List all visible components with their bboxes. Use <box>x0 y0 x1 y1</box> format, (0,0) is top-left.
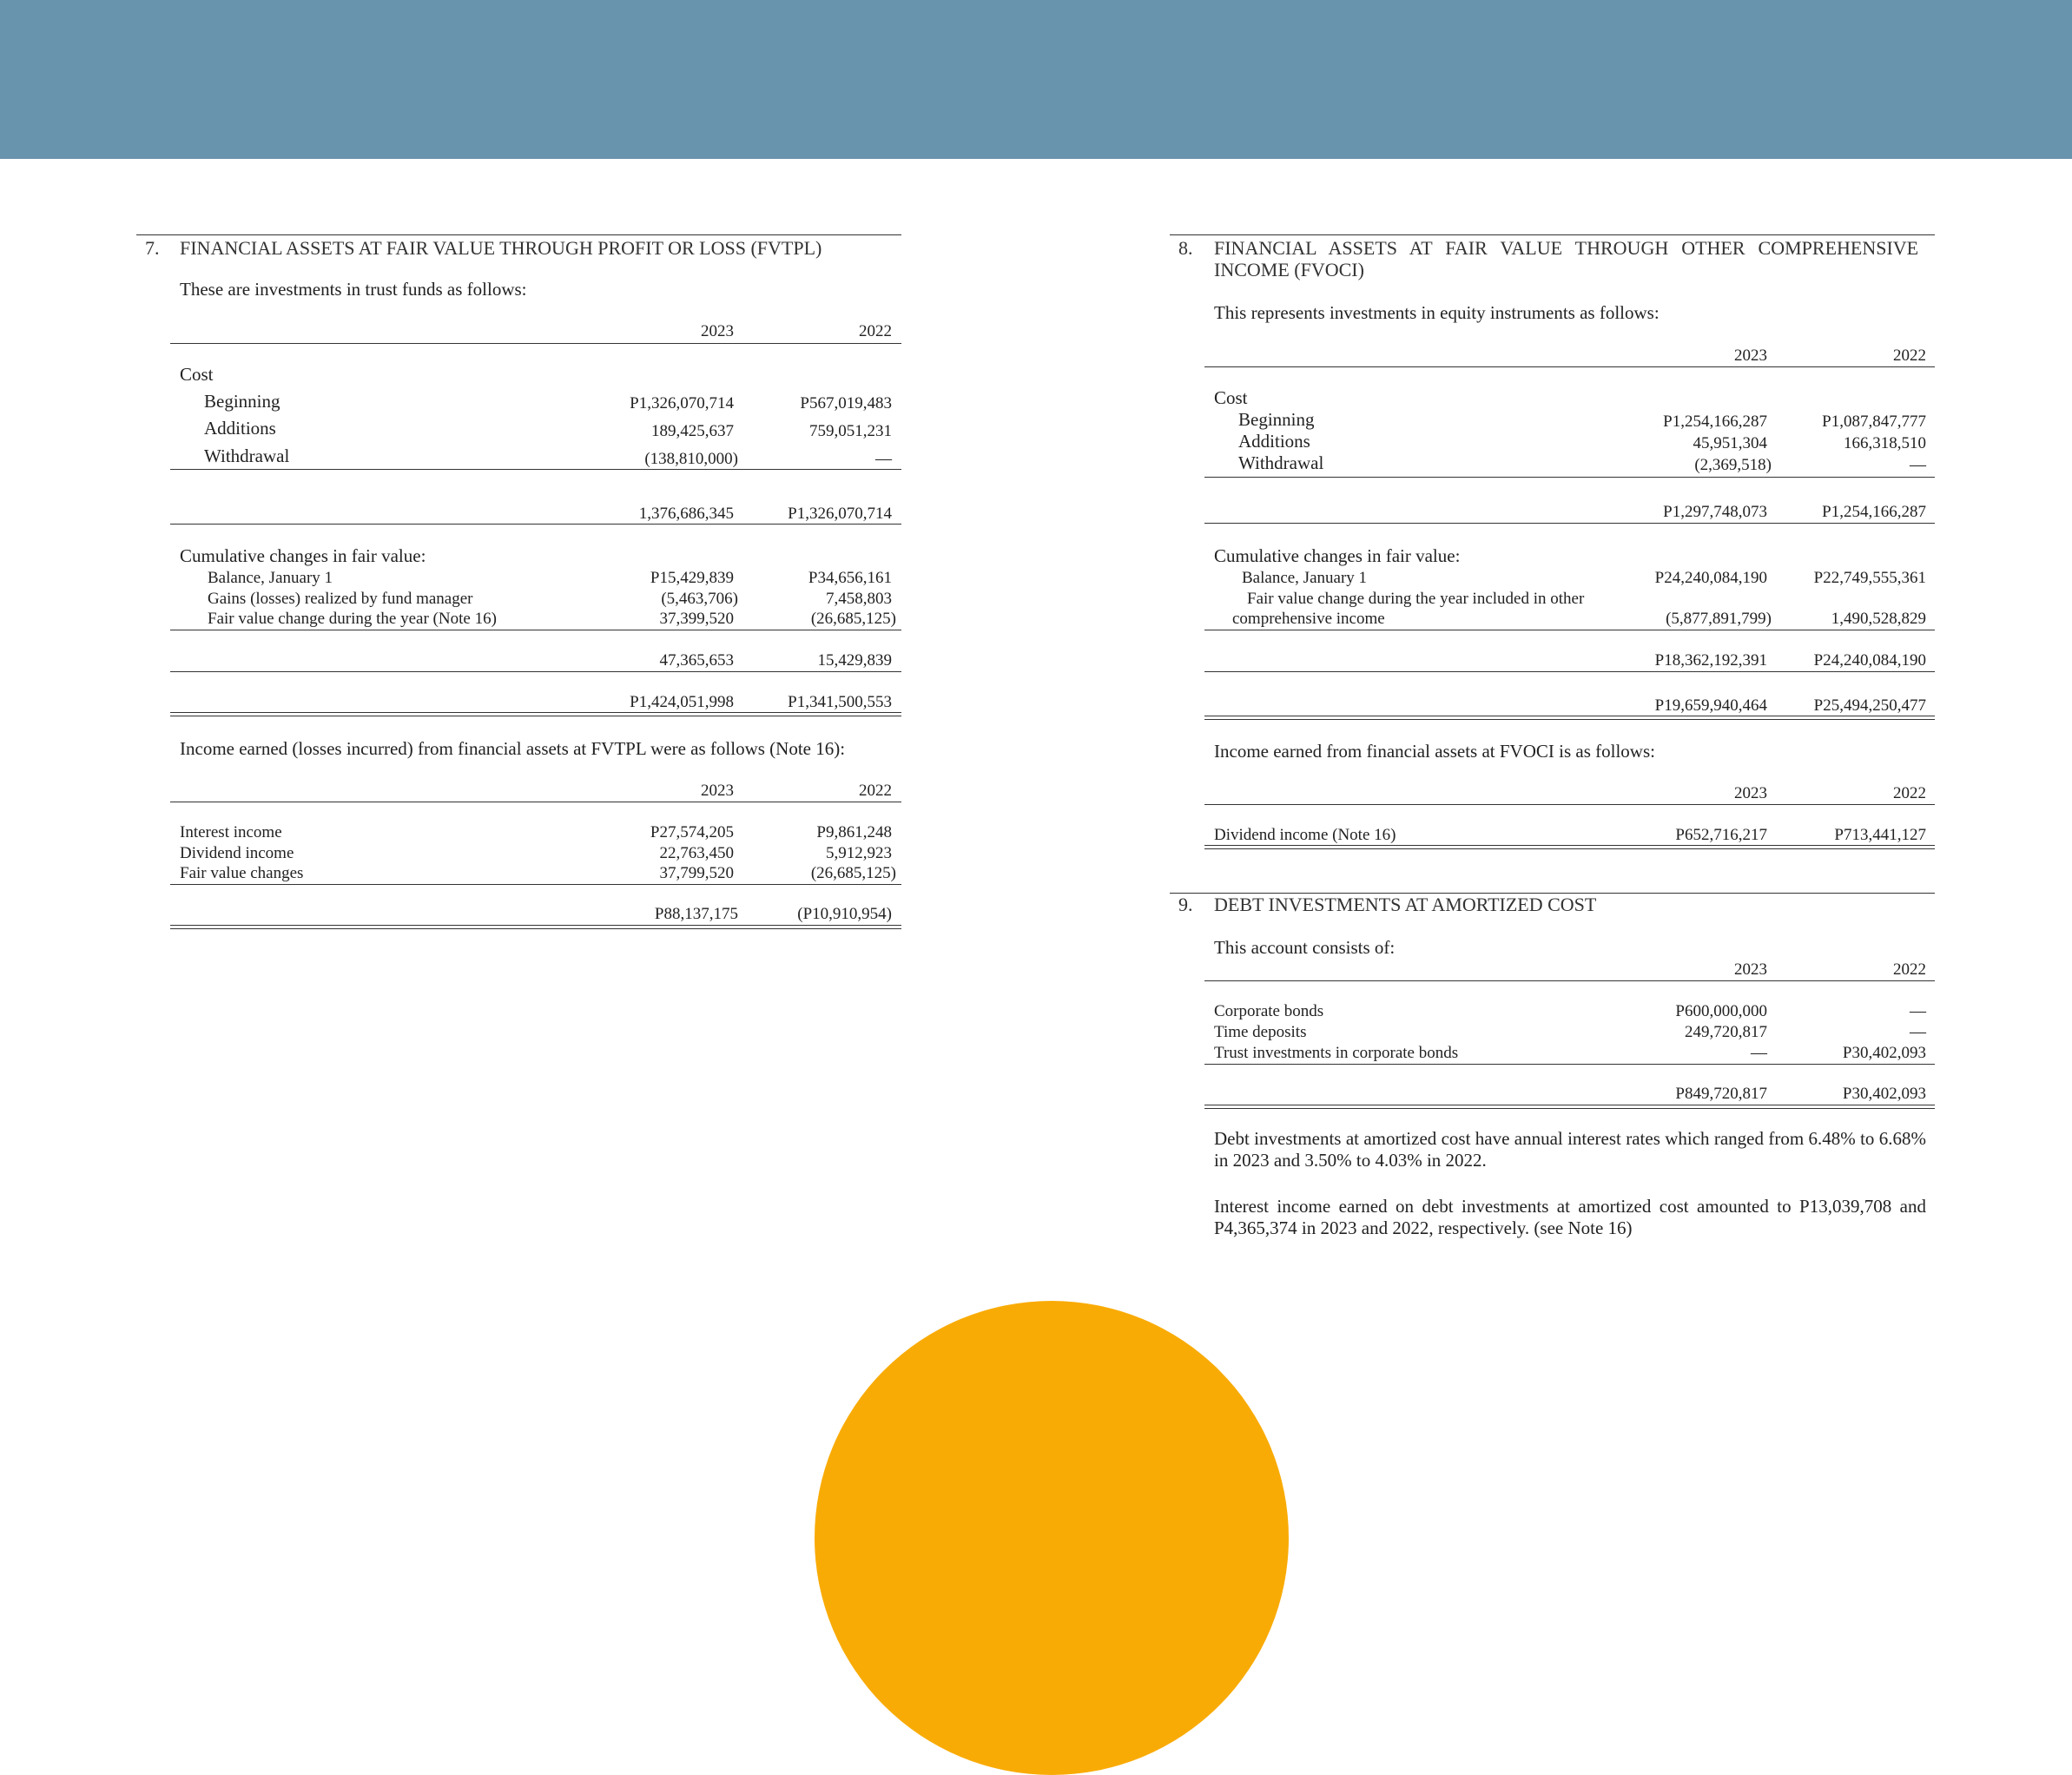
value-2022: P1,087,847,777 <box>1822 412 1926 431</box>
row-label: Dividend income <box>180 844 294 862</box>
note7-intro: These are investments in trust funds as follows: <box>180 279 527 300</box>
fvtpl-income-rule <box>170 884 901 885</box>
value-2023: P600,000,000 <box>1675 1002 1767 1020</box>
value-2023: 249,720,817 <box>1685 1023 1767 1041</box>
fvtpl-income-year-2023: 2023 <box>701 782 734 800</box>
note9-double-rule <box>1204 1105 1935 1109</box>
fvtpl-income-total-2022: (P10,910,954) <box>797 905 892 923</box>
note8-grand-total-2022: P25,494,250,477 <box>1813 696 1926 715</box>
value-2023: (5,877,891,799) <box>1666 610 1772 628</box>
row-label: Additions <box>204 418 276 439</box>
value-2023: — <box>1751 1044 1767 1062</box>
value-2023: P1,254,166,287 <box>1663 412 1767 431</box>
note8-title-line1: FINANCIAL ASSETS AT FAIR VALUE THROUGH OTHER COMPREHENSIVE <box>1214 237 1919 259</box>
value-2022: P30,402,093 <box>1842 1044 1926 1062</box>
note8-intro: This represents investments in equity instruments as follows: <box>1214 302 1660 323</box>
value-2022: P22,749,555,361 <box>1813 569 1926 587</box>
header-banner <box>0 0 2072 159</box>
value-2022: (26,685,125) <box>810 864 896 882</box>
note8-cost-total-rule <box>1204 523 1935 524</box>
fvoci-income-double-rule <box>1204 845 1935 849</box>
note8-cost-total-2023: P1,297,748,073 <box>1663 503 1767 521</box>
value-2022: — <box>875 450 892 468</box>
note8-year-2023: 2023 <box>1734 346 1767 365</box>
note9-header-rule <box>1204 980 1935 981</box>
row-label: Fair value change during the year (Note 16) <box>208 610 497 628</box>
value-2022: (26,685,125) <box>810 610 896 628</box>
note8-fv-total-rule <box>1204 671 1935 672</box>
value-2023: 189,425,637 <box>651 422 734 440</box>
value-2022: 759,051,231 <box>809 422 892 440</box>
decorative-sun-circle <box>815 1301 1289 1775</box>
note8-cost-rule <box>1204 477 1935 478</box>
row-label: Additions <box>1238 431 1310 452</box>
note8-top-rule <box>1170 234 1935 235</box>
value-2023: 37,399,520 <box>659 610 734 628</box>
value-2023: P652,716,217 <box>1675 826 1767 844</box>
value-2023: (138,810,000) <box>644 450 738 468</box>
value-2022: P9,861,248 <box>816 823 892 841</box>
fvtpl-income-double-rule <box>170 925 901 929</box>
fvtpl-income-year-2022: 2022 <box>859 782 892 800</box>
row-label-line1: Fair value change during the year included in other <box>1247 590 1585 608</box>
note7-fv-total-2023: 47,365,653 <box>659 651 734 670</box>
note8-fv-label: Cumulative changes in fair value: <box>1214 545 1461 566</box>
note8-header-rule <box>1204 366 1935 367</box>
row-label: Balance, January 1 <box>208 569 333 587</box>
value-2023: (5,463,706) <box>661 590 738 608</box>
note7-title: FINANCIAL ASSETS AT FAIR VALUE THROUGH PROFIT OR LOSS (FVTPL) <box>180 237 822 259</box>
value-2023: (2,369,518) <box>1694 456 1772 474</box>
note9-total-2022: P30,402,093 <box>1842 1085 1926 1103</box>
note7-top-rule <box>136 234 901 235</box>
value-2022: 166,318,510 <box>1844 434 1926 452</box>
value-2023: P15,429,839 <box>650 569 734 587</box>
row-label: Trust investments in corporate bonds <box>1214 1044 1459 1062</box>
fvoci-income-year-2022: 2022 <box>1893 784 1926 802</box>
fvoci-income-year-2023: 2023 <box>1734 784 1767 802</box>
note7-cost-total-rule <box>170 524 901 525</box>
row-label: Withdrawal <box>1238 452 1324 473</box>
row-label: Withdrawal <box>204 445 290 466</box>
note9-rule <box>1204 1064 1935 1065</box>
note8-cost-label: Cost <box>1214 387 1248 408</box>
row-label: Fair value changes <box>180 864 304 882</box>
value-2022: — <box>1910 1002 1926 1020</box>
note7-cost-total-2023: 1,376,686,345 <box>638 505 734 523</box>
note7-year-2023: 2023 <box>701 322 734 340</box>
note7-cost-label: Cost <box>180 364 214 385</box>
note7-fv-label: Cumulative changes in fair value: <box>180 545 426 566</box>
row-label: Balance, January 1 <box>1242 569 1368 587</box>
value-2022: P567,019,483 <box>800 394 892 412</box>
note8-fv-total-2023: P18,362,192,391 <box>1654 651 1767 670</box>
note9-paragraph-rates: Debt investments at amortized cost have annual interest rates which ranged from 6.48% to 6.68% in 2023 and 3.50% to 4.03% in 2022. <box>1214 1128 1926 1171</box>
note8-title-line2: INCOME (FVOCI) <box>1214 259 1364 280</box>
note7-grand-total-2023: P1,424,051,998 <box>630 693 734 711</box>
note7-number: 7. <box>145 237 160 259</box>
note8-number: 8. <box>1178 237 1193 259</box>
value-2023: 22,763,450 <box>659 844 734 862</box>
fvtpl-income-total-2023: P88,137,175 <box>654 905 738 923</box>
row-label: Corporate bonds <box>1214 1002 1324 1020</box>
note7-cost-rule <box>170 469 901 470</box>
value-2023: 37,799,520 <box>659 864 734 882</box>
row-label: Time deposits <box>1214 1023 1307 1041</box>
value-2023: P24,240,084,190 <box>1654 569 1767 587</box>
row-label-line2: comprehensive income <box>1232 610 1385 628</box>
value-2022: P34,656,161 <box>808 569 892 587</box>
note7-fv-total-2022: 15,429,839 <box>817 651 892 670</box>
note9-year-2023: 2023 <box>1734 960 1767 979</box>
note9-total-2023: P849,720,817 <box>1675 1085 1767 1103</box>
value-2022: P713,441,127 <box>1834 826 1926 844</box>
note8-year-2022: 2022 <box>1893 346 1926 365</box>
note7-grand-total-double-rule <box>170 712 901 716</box>
value-2022: — <box>1910 1023 1926 1041</box>
row-label: Beginning <box>204 391 280 412</box>
note8-grand-total-double-rule <box>1204 716 1935 720</box>
note9-paragraph-interest: Interest income earned on debt investments at amortized cost amounted to P13,039,708 and P4,365,374 in 2023 and 2022, respectively. (see Note 16) <box>1214 1196 1926 1238</box>
note8-cost-total-2022: P1,254,166,287 <box>1822 503 1926 521</box>
row-label: Gains (losses) realized by fund manager <box>208 590 473 608</box>
fvtpl-income-intro: Income earned (losses incurred) from financial assets at FVTPL were as follows (Note 16): <box>180 738 846 759</box>
note7-grand-total-2022: P1,341,500,553 <box>788 693 892 711</box>
row-label: Beginning <box>1238 409 1315 430</box>
value-2023: P27,574,205 <box>650 823 734 841</box>
value-2023: 45,951,304 <box>1693 434 1767 452</box>
note8-grand-total-2023: P19,659,940,464 <box>1654 696 1767 715</box>
value-2022: — <box>1910 456 1926 474</box>
note9-number: 9. <box>1178 894 1193 915</box>
note7-cost-total-2022: P1,326,070,714 <box>788 505 892 523</box>
value-2023: P1,326,070,714 <box>630 394 734 412</box>
row-label: Interest income <box>180 823 282 841</box>
note7-header-rule <box>170 343 901 344</box>
note9-year-2022: 2022 <box>1893 960 1926 979</box>
note9-intro: This account consists of: <box>1214 937 1396 958</box>
note7-fv-total-rule <box>170 671 901 672</box>
note8-fv-total-2022: P24,240,084,190 <box>1813 651 1926 670</box>
value-2022: 5,912,923 <box>826 844 892 862</box>
fvoci-income-intro: Income earned from financial assets at FVOCI is as follows: <box>1214 741 1655 762</box>
value-2022: 7,458,803 <box>826 590 892 608</box>
note7-year-2022: 2022 <box>859 322 892 340</box>
note9-title: DEBT INVESTMENTS AT AMORTIZED COST <box>1214 894 1597 915</box>
value-2022: 1,490,528,829 <box>1831 610 1926 628</box>
row-label: Dividend income (Note 16) <box>1214 826 1396 844</box>
fvoci-income-header-rule <box>1204 804 1935 805</box>
